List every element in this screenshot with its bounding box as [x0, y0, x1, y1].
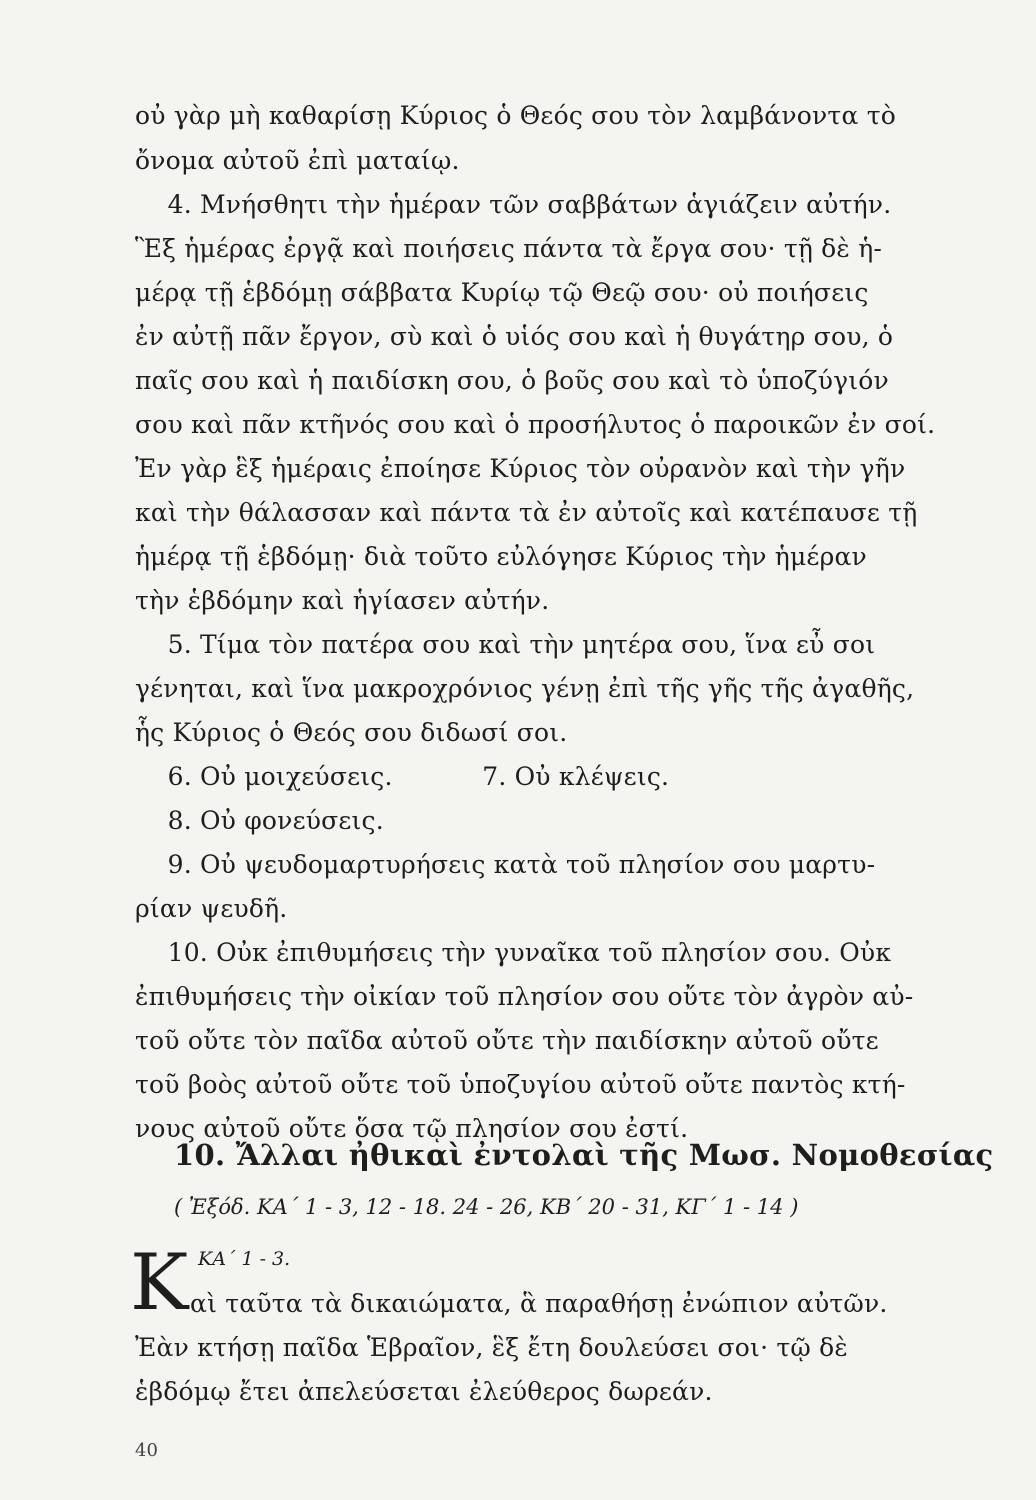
text-line: ἐπιθυμήσεις τὴν οἰκίαν τοῦ πλησίον σου οὔτε τὸν ἀγρὸν αὐ-	[135, 982, 914, 1011]
text-line: ὄνομα αὐτοῦ ἐπὶ ματαίῳ.	[135, 146, 460, 175]
text-line: παῖς σου καὶ ἡ παιδίσκη σου, ὁ βοῦς σου καὶ τὸ ὑποζύγιόν	[135, 366, 889, 395]
text-line: ἧς Κύριος ὁ Θεός σου διδωσί σοι.	[135, 718, 568, 747]
text-line: 10. Οὐκ ἐπιθυμήσεις τὴν γυναῖκα τοῦ πλησίον σου. Οὐκ	[135, 938, 892, 967]
text-line: 9. Οὐ ψευδομαρτυρήσεις κατὰ τοῦ πλησίον σου μαρτυ-	[135, 850, 876, 879]
text-line: τοῦ βοὸς αὐτοῦ οὔτε τοῦ ὑποζυγίου αὐτοῦ οὔτε παντὸς κτή-	[135, 1070, 906, 1099]
text-line: οὐ γὰρ μὴ καθαρίσῃ Κύριος ὁ Θεός σου τὸν λαμβάνοντα τὸ	[135, 101, 896, 130]
cap-note: ΚΑ΄ 1 - 3.	[198, 1248, 291, 1270]
text-line: αὶ ταῦτα τὰ δικαιώματα, ἃ παραθήσῃ ἐνώπιον αὐτῶν.	[190, 1289, 888, 1318]
text-line: 5. Τίμα τὸν πατέρα σου καὶ τὴν μητέρα σου, ἵνα εὖ σοι	[135, 630, 876, 659]
text-line: σου καὶ πᾶν κτῆνός σου καὶ ὁ προσήλυτος ὁ παροικῶν ἐν σοί.	[135, 410, 936, 439]
text-line: Ἐν γὰρ ἓξ ἡμέραις ἐποίησε Κύριος τὸν οὐρανὸν καὶ τὴν γῆν	[135, 454, 906, 483]
page-number: 40	[135, 1440, 158, 1461]
text-line: Ἐὰν κτήσῃ παῖδα Ἑβραῖον, ἓξ ἔτη δουλεύσει σοι· τῷ δὲ	[135, 1333, 848, 1362]
text-line: νους αὐτοῦ οὔτε ὅσα τῷ πλησίον σου ἐστί.	[135, 1114, 689, 1143]
text-line: καὶ τὴν θάλασσαν καὶ πάντα τὰ ἐν αὐτοῖς καὶ κατέπαυσε τῇ	[135, 498, 918, 527]
text-line: Ἓξ ἡμέρας ἐργᾷ καὶ ποιήσεις πάντα τὰ ἔργα σου· τῇ δὲ ἡ-	[135, 234, 883, 263]
section-source: ( Ἐξόδ. ΚΑ΄ 1 - 3, 12 - 18. 24 - 26, ΚΒ΄ 20 - 31, ΚΓ΄ 1 - 14 )	[174, 1195, 799, 1219]
text-line: 6. Οὐ μοιχεύσεις. 7. Οὐ κλέψεις.	[135, 762, 670, 791]
text-line: γένηται, καὶ ἵνα μακροχρόνιος γένῃ ἐπὶ τῆς γῆς τῆς ἀγαθῆς,	[135, 674, 915, 703]
text-line: ἑβδόμῳ ἔτει ἀπελεύσεται ἐλεύθερος δωρεάν.	[135, 1377, 713, 1406]
text-line: μέρᾳ τῇ ἑβδόμῃ σάββατα Κυρίῳ τῷ Θεῷ σου· οὐ ποιήσεις	[135, 278, 869, 307]
text-line: ρίαν ψευδῆ.	[135, 894, 288, 923]
drop-cap: K	[130, 1238, 189, 1328]
text-line: 8. Οὐ φονεύσεις.	[135, 806, 384, 835]
text-line: τὴν ἑβδόμην καὶ ἡγίασεν αὐτήν.	[135, 586, 550, 615]
text-line: ἐν αὐτῇ πᾶν ἔργον, σὺ καὶ ὁ υἱός σου καὶ ἡ θυγάτηρ σου, ὁ	[135, 322, 894, 351]
section-heading: 10. Ἄλλαι ἠθικαὶ ἐντολαὶ τῆς Μωσ. Νομοθεσίας	[174, 1138, 994, 1172]
text-line: 4. Μνήσθητι τὴν ἡμέραν τῶν σαββάτων ἁγιάζειν αὐτήν.	[135, 190, 892, 219]
text-line: τοῦ οὔτε τὸν παῖδα αὐτοῦ οὔτε τὴν παιδίσκην αὐτοῦ οὔτε	[135, 1026, 879, 1055]
text-line: ἡμέρᾳ τῇ ἑβδόμῃ· διὰ τοῦτο εὐλόγησε Κύριος τὴν ἡμέραν	[135, 542, 867, 571]
